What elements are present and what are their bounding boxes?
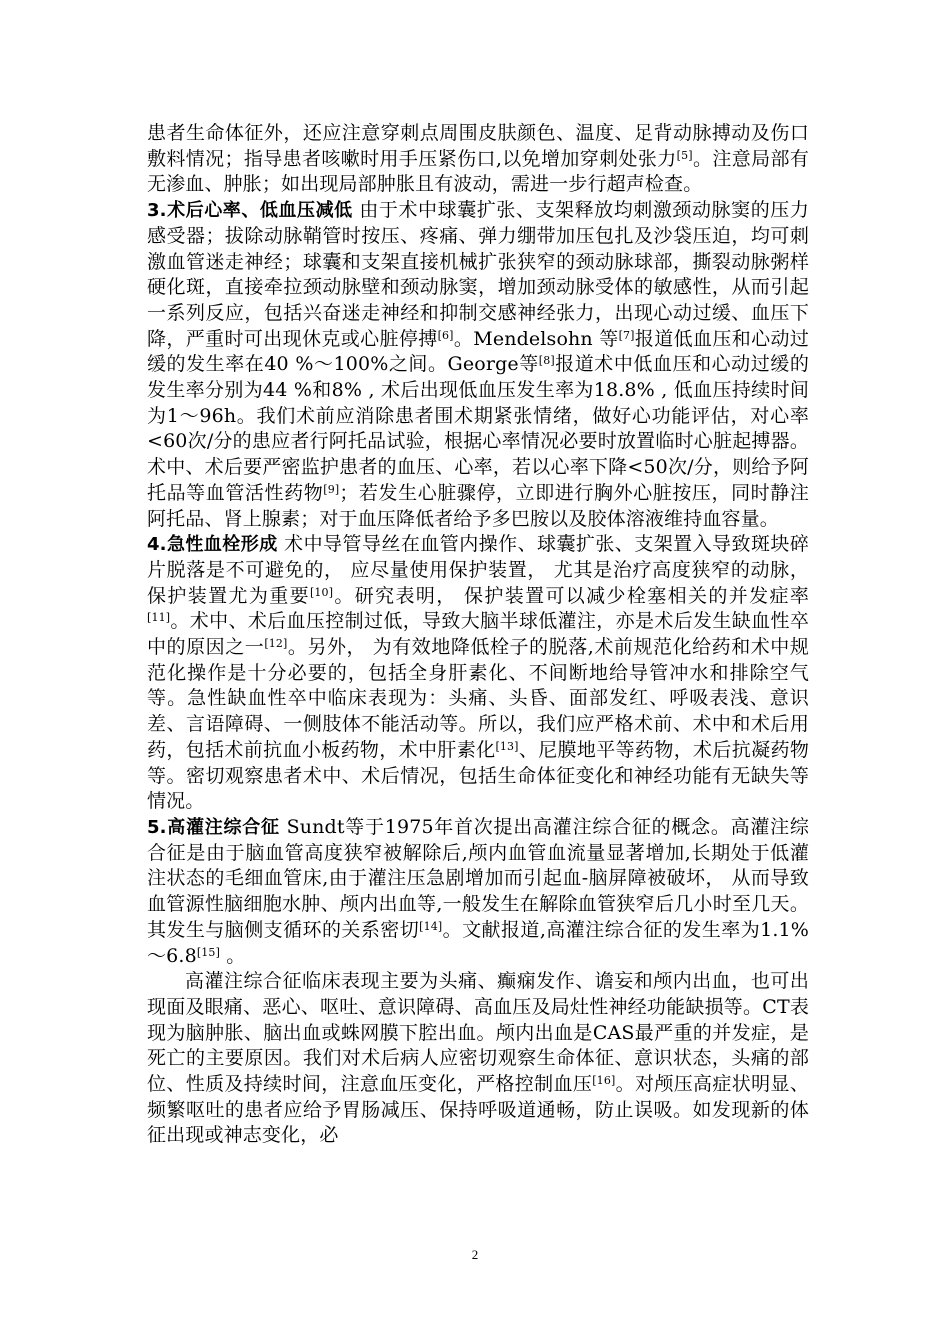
citation-reference: [7]	[618, 328, 635, 342]
body-text: 患者生命体征外，还应注意穿刺点周围皮肤颜色、温度、足背动脉搏动及伤口敷料情况；指导患者咳嗽时用手压紧伤口,以免增加穿刺处张力	[147, 122, 809, 170]
body-text: 术中导管导丝在血管内操作、球囊扩张、支架置入导致斑块碎片脱落是不可避免的， 应尽量使用保护装置， 尤其是治疗高度狭窄的动脉， 保护装置尤为重要	[147, 533, 810, 607]
page-body	[147, 121, 809, 1149]
section-heading: 3.术后心率、低血压减低	[147, 200, 353, 222]
section-hyperperfusion-syndrome	[147, 815, 809, 969]
body-text: ；若发生心脏骤停，立即进行胸外心脏按压，同时静注阿托品、肾上腺素；对于血压降低者给予多巴胺以及胶体溶液维持血容量。	[147, 481, 809, 530]
citation-reference: [15]	[196, 945, 221, 959]
section-heading: 4.急性血栓形成	[147, 534, 278, 556]
citation-reference: [12]	[264, 637, 288, 651]
body-text: Sundt等于1975年首次提出高灌注综合征的概念。高灌注综合征是由于脑血管高度狭窄被解除后,颅内血管血流量显著增加,长期处于低灌注状态的毛细血管床,由于灌注压急剧增加而引起血-脑屏障被破坏， 从而导致血管源性脑细胞水肿、颅内出血等,一般发生在解除血管狭窄后几小时至几天。其发生与脑侧支循环的关系密切	[147, 815, 810, 941]
citation-reference: [11]	[147, 611, 171, 625]
body-text: 。对颅压高症状明显、频繁呕吐的患者应给予胃肠减压、保持呼吸道通畅，防止误吸。如发现新的体征出现或神志变化，必	[147, 1073, 809, 1147]
section-postop-bradycardia-hypotension	[147, 198, 809, 532]
body-text: 。Mendelsohn 等	[453, 327, 619, 350]
citation-reference: [6]	[437, 328, 454, 342]
paragraph-hyperperfusion-clinical	[147, 969, 809, 1149]
citation-reference: [5]	[676, 148, 693, 162]
body-text: 高灌注综合征临床表现主要为头痛、癫痫发作、谵妄和颅内出血，也可出现面及眼痛、恶心、呕吐、意识障碍、高血压及局灶性神经功能缺损等。CT表现为脑肿胀、脑出血或蛛网膜下腔出血。颅内出血是CAS最严重的并发症，是死亡的主要原因。我们对术后病人应密切观察生命体征、意识状态，头痛的部位、性质及持续时间，注意血压变化，严格控制血压	[147, 970, 809, 1096]
body-text: 。术中、术后血压控制过低，导致大脑半球低灌注，亦是术后发生缺血性卒中的原因之一	[147, 610, 809, 659]
page-number: 2	[471, 1247, 479, 1262]
body-text: 。	[220, 944, 246, 967]
citation-reference: [9]	[323, 482, 340, 496]
citation-reference: [16]	[592, 1074, 616, 1088]
body-text: 报道术中低血压和心动过缓的发生率分别为44 %和8% , 术后出现低血压发生率为18.8% , 低血压持续时间为1～96h。我们术前应消除患者围术期紧张情绪，做好心功能评估，对心率<60次/分的患应者行阿托品试验，根据心率情况必要时放置临时心脏起搏器。术中、术后要严密监护患者的血压、心率，若以心率下降<50次/分，则给予阿托品等血管活性药物	[147, 353, 809, 504]
citation-reference: [10]	[309, 585, 334, 599]
citation-reference: [13]	[495, 739, 519, 753]
citation-reference: [8]	[538, 354, 555, 368]
section-acute-thrombosis	[147, 532, 809, 815]
body-text: 。注意局部有无渗血、肿胀；如出现局部肿胀且有波动，需进一步行超声检查。	[147, 147, 809, 196]
citation-reference: [14]	[419, 919, 443, 933]
body-text: 报道低血压和心动过缓的发生率在40 %～100%之间。George等	[147, 327, 809, 376]
section-heading: 5.高灌注综合征	[147, 816, 280, 838]
paragraph-continuation	[147, 121, 809, 198]
body-text: 。文献报道,高灌注综合征的发生率为1.1%～6.8	[147, 918, 809, 967]
body-text: 。研究表明， 保护装置可以减少栓塞相关的并发症率	[333, 584, 809, 607]
body-text: 由于术中球囊扩张、支架释放均刺激颈动脉窦的压力感受器；拔除动脉鞘管时按压、疼痛、弹力绷带加压包扎及沙袋压迫，均可刺激血管迷走神经；球囊和支架直接机械扩张狭窄的颈动脉球部，撕裂动脉粥样硬化斑，直接牵拉颈动脉壁和颈动脉窦，增加颈动脉受体的敏感性，从而引起一系列反应，包括兴奋迷走神经和抑制交感神经张力，出现心动过缓、血压下降，严重时可出现休克或心脏停搏	[147, 199, 809, 350]
body-text: 、尼膜地平等药物，术后抗凝药物等。密切观察患者术中、术后情况，包括生命体征变化和神经功能有无缺失等情况。	[147, 738, 809, 813]
body-text: 。另外， 为有效地降低栓子的脱落,术前规范化给药和术中规范化操作是十分必要的，包括全身肝素化、不间断地给导管冲水和排除空气等。急性缺血性卒中临床表现为：头痛、头昏、面部发红、呼吸表浅、意识差、言语障碍、一侧肢体不能活动等。所以，我们应严格术前、术中和术后用药，包括术前抗血小板药物，术中肝素化	[147, 636, 810, 761]
